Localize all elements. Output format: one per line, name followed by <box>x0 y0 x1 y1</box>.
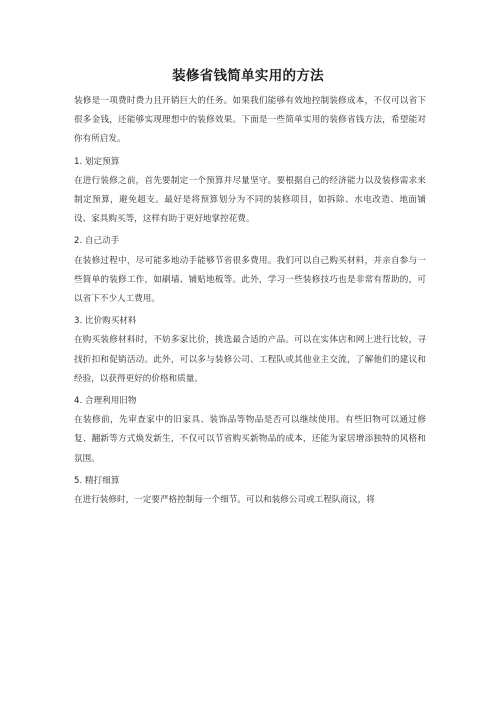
document-title: 装修省钱简单实用的方法 <box>172 68 324 84</box>
section-heading: 5. 精打细算 <box>74 475 120 486</box>
section-paragraph: 在装修前，先审查家中的旧家具、装饰品等物品是否可以继续使用。有些旧物可以通过修复、翻新等方式焕发新生，不仅可以节省购买新物品的成本，还能为家居增添独特的风格和氛围。 <box>74 415 426 464</box>
section-heading: 1. 划定预算 <box>74 156 120 167</box>
section-heading: 4. 合理利用旧物 <box>74 396 137 407</box>
section-reuse-items <box>74 392 426 469</box>
section-paragraph: 在购买装修材料时，不妨多家比价，挑选最合适的产品。可以在实体店和网上进行比较，寻找折扣和促销活动。此外，可以多与装修公司、工程队或其他业主交流，了解他们的建议和经验，以获得更好的价格和质量。 <box>74 335 426 384</box>
section-budget <box>74 153 426 230</box>
section-diy <box>74 232 426 309</box>
section-careful-budgeting <box>74 472 426 510</box>
section-paragraph: 在装修过程中，尽可能多地动手能够节省很多费用。我们可以自己购买材料，并亲自参与一些简单的装修工作，如刷墙、铺贴地板等。此外，学习一些装修技巧也是非常有帮助的，可以省下不少人工费用。 <box>74 255 426 305</box>
section-heading: 3. 比价购买材料 <box>74 316 137 327</box>
section-heading: 2. 自己动手 <box>74 236 120 247</box>
section-compare-prices <box>74 312 426 389</box>
section-paragraph: 在进行装修之前，首先要制定一个预算并尽量坚守。要根据自己的经济能力以及装修需求来制定预算，避免超支。最好是将预算划分为不同的装修项目，如拆除、水电改造、地面铺设、家具购买等，这样有助于更好地掌控花费。 <box>74 175 426 225</box>
document-body <box>74 92 426 510</box>
intro-paragraph: 装修是一项费时费力且开销巨大的任务。如果我们能够有效地控制装修成本，不仅可以省下很多金钱，还能够实现理想中的装修效果。下面是一些简单实用的装修省钱方法，希望能对你有所启发。 <box>74 96 426 145</box>
section-paragraph: 在进行装修时，一定要严格控制每一个细节。可以和装修公司或工程队商议，将 <box>74 495 375 506</box>
